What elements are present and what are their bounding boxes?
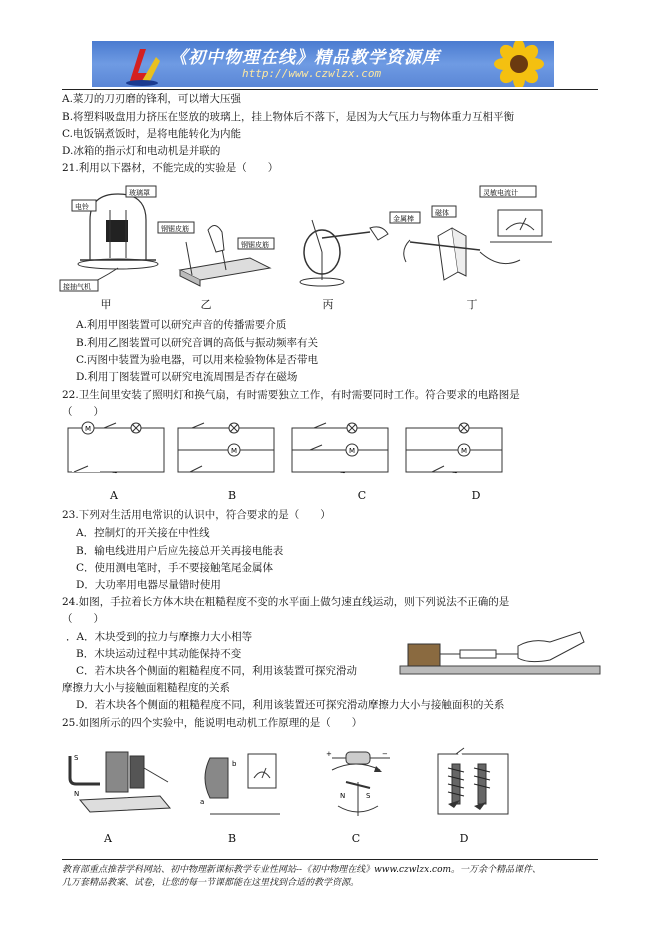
- q23-option-d: D．大功率用电器尽量错时使用: [76, 579, 221, 591]
- bell-label: 电铃: [75, 203, 89, 211]
- q23-stem: 23.下列对生活用电常识的认识中，符合要求的是（ ）: [62, 509, 331, 521]
- banner-url: http://www.czwlzx.com: [242, 67, 382, 80]
- induction-diagram: [390, 186, 552, 280]
- q24-option-c-line2: 摩擦力大小与接触面粗糙程度的关系: [62, 682, 230, 694]
- q25-figures: [60, 738, 600, 828]
- svg-text:~: ~: [112, 469, 118, 477]
- sunflower-icon: [484, 41, 554, 87]
- label-s: S: [74, 754, 79, 762]
- footer-rule: [62, 859, 598, 860]
- q20-option-a: A.菜刀的刀刃磨的锋利，可以增大压强: [62, 93, 241, 105]
- q21-caption-bing: 丙: [322, 298, 334, 311]
- circuit-a: [68, 422, 164, 477]
- q25-figure-b: [200, 754, 280, 814]
- q20-option-b: B.将塑料吸盘用力挤压在竖放的玻璃上，挂上物体后不落下，是因为大气压力与物体重力互相平衡: [62, 111, 515, 123]
- motor-symbol-d: M: [461, 447, 468, 455]
- q21-option-d: D.利用丁图装置可以研究电流周围是否存在磁场: [76, 371, 298, 383]
- motor-symbol-a: M: [85, 425, 92, 433]
- header-rule: [62, 89, 598, 90]
- rubber-band-diagram: [158, 222, 274, 286]
- svg-text:~: ~: [452, 469, 458, 477]
- motor-symbol-b: M: [231, 447, 238, 455]
- q22-caption-d: D: [471, 489, 481, 502]
- label-b: b: [232, 760, 237, 768]
- q21-stem: 21.利用以下器材，不能完成的实验是（ ）: [62, 162, 279, 174]
- q24-option-b: B．木块运动过程中其动能保持不变: [76, 648, 242, 660]
- q21-option-c: C.丙图中装置为验电器，可以用来检验物体是否带电: [76, 354, 318, 366]
- q21-caption-ding: 丁: [466, 298, 478, 311]
- q24-stem: 24.如图，手拉着长方体木块在粗糙程度不变的水平面上做匀速直线运动，则下列说法不正确的是: [62, 596, 510, 608]
- svg-text:+: +: [326, 750, 332, 758]
- q25-caption-c: C: [351, 832, 361, 845]
- q24-option-a: ．A．木块受到的拉力与摩擦力大小相等: [66, 631, 253, 643]
- galvanometer-label: 灵敏电流计: [483, 189, 518, 197]
- motor-symbol-c: M: [349, 447, 356, 455]
- q22-caption-a: A: [110, 489, 118, 502]
- q21-option-b: B.利用乙图装置可以研究音调的高低与振动频率有关: [76, 337, 319, 349]
- q25-caption-d: D: [459, 832, 469, 845]
- footer-line-2: 几万套精品教案、试卷，让您的每一节课都能在这里找到合适的教学资源。: [62, 878, 360, 888]
- q25-stem: 25.如图所示的四个实验中，能说明电动机工作原理的是（ ）: [62, 717, 363, 729]
- q24-figure: [400, 628, 600, 678]
- q22-stem: 22.卫生间里安装了照明灯和换气扇，有时需要独立工作，有时需要同时工作。符合要求的电路图是: [62, 389, 520, 401]
- q21-caption-yi: 乙: [200, 298, 212, 311]
- circuit-c: [292, 423, 388, 477]
- q25-caption-a: A: [104, 832, 112, 845]
- banner-title: 《初中物理在线》精品教学资源库: [170, 48, 440, 68]
- q25-figure-a: [70, 752, 170, 812]
- q25-figure-d: [438, 748, 508, 814]
- svg-text:~: ~: [340, 469, 346, 477]
- q23-option-b: B．输电线进用户后应先接总开关再接电能表: [76, 545, 284, 557]
- q20-option-d: D.冰箱的指示灯和电动机是并联的: [62, 145, 221, 157]
- q23-option-a: A．控制灯的开关接在中性线: [76, 527, 210, 539]
- label-n2: N: [340, 792, 346, 800]
- metal-rod-label: 金属棒: [393, 215, 414, 223]
- label-n: N: [74, 790, 80, 798]
- q25-caption-b: B: [227, 832, 237, 845]
- circuit-d: [406, 423, 502, 477]
- q22-circuits: [60, 422, 620, 482]
- footer-line-1: 教育部重点推荐学科网站、初中物理新课标教学专业性网站--《初中物理在线》www.czwlzx.com。一万余个精品课件、: [62, 865, 542, 875]
- q24-option-c-line1: C．若木块各个侧面的粗糙程度不同，利用该装置可探究滑动: [76, 665, 358, 677]
- header-banner: [92, 41, 554, 87]
- ruler-label-b: 钢锯皮筋: [241, 241, 269, 249]
- q24-option-d: D．若木块各个侧面的粗糙程度不同，利用该装置还可探究滑动摩擦力大小与接触面积的关系: [76, 699, 505, 711]
- q20-option-c: C.电饭锅煮饭时，是将电能转化为内能: [62, 128, 241, 140]
- suspended-rod-diagram: [300, 220, 388, 286]
- footer: [62, 864, 602, 890]
- circuit-b: [178, 423, 274, 472]
- q24-paren: （ ）: [62, 613, 104, 625]
- logo-icon: [122, 43, 162, 87]
- label-a: a: [200, 798, 205, 806]
- q21-figures: [60, 180, 620, 295]
- pump-label: 接抽气机: [63, 283, 91, 291]
- magnet-label: 磁体: [435, 209, 449, 217]
- q22-paren: （ ）: [62, 406, 104, 418]
- q25-figure-c: [326, 750, 390, 816]
- bell-jar-diagram: [60, 186, 158, 291]
- glass-cover-label: 玻璃罩: [129, 189, 150, 197]
- ruler-label-a: 钢锯皮筋: [161, 225, 189, 233]
- label-s2: S: [366, 792, 371, 800]
- q21-caption-jia: 甲: [100, 298, 112, 311]
- q22-caption-b: B: [227, 489, 237, 502]
- svg-text:−: −: [382, 750, 388, 758]
- q21-option-a: A.利用甲图装置可以研究声音的传播需要介质: [76, 319, 287, 331]
- q22-caption-c: C: [357, 489, 367, 502]
- q23-option-c: C．使用测电笔时，手不要接触笔尾金属体: [76, 562, 274, 574]
